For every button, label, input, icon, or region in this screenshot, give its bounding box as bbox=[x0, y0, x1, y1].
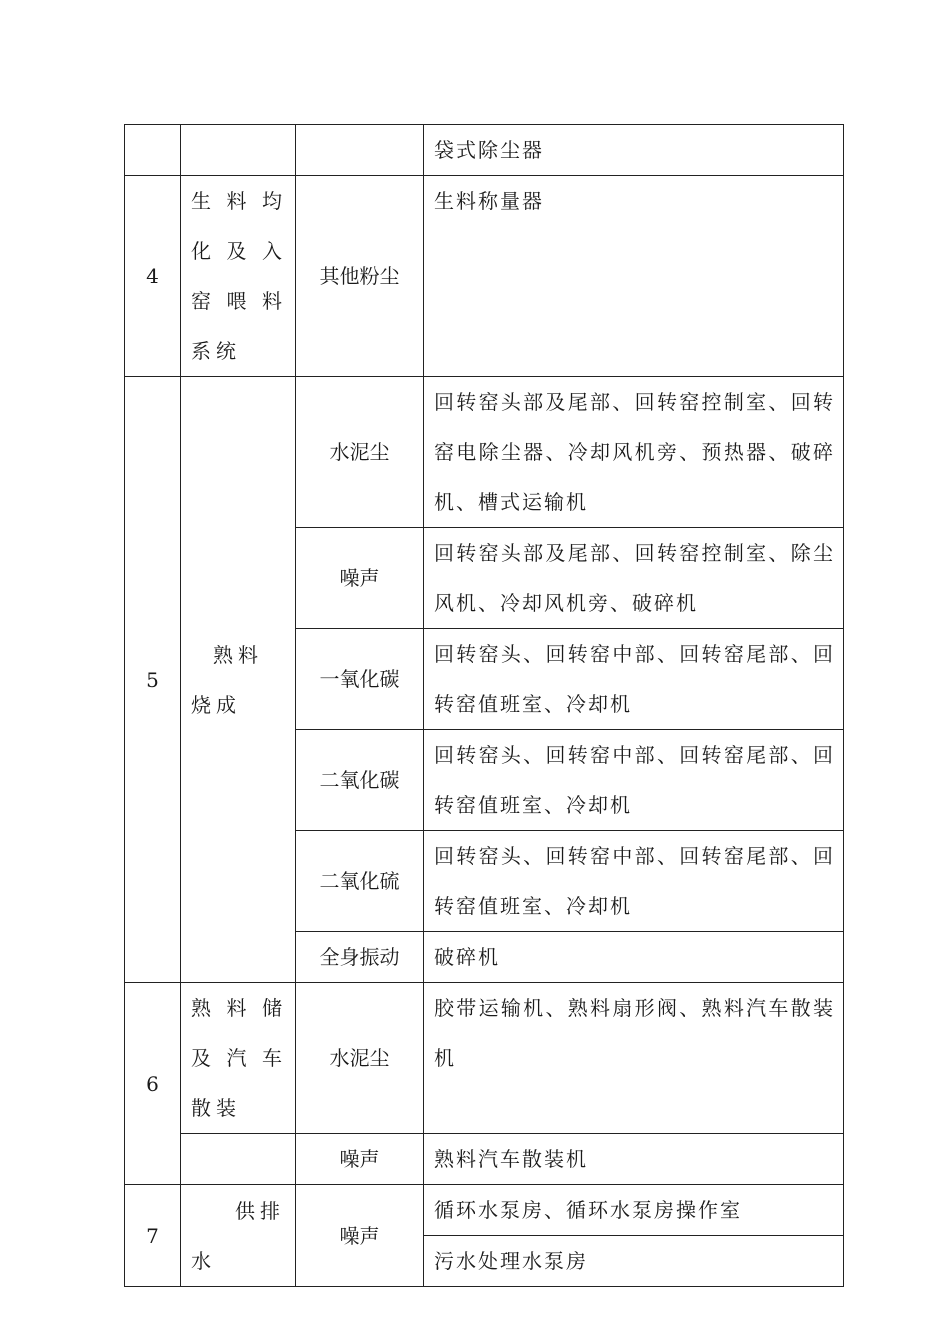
hazard-cell: 二氧化碳 bbox=[296, 730, 424, 831]
table-row bbox=[125, 125, 844, 176]
hazard-cell: 噪声 bbox=[296, 1134, 424, 1185]
hazard-cell: 水泥尘 bbox=[296, 983, 424, 1134]
location-cell: 污水处理水泵房 bbox=[424, 1236, 844, 1287]
hazard-cell: 一氧化碳 bbox=[296, 629, 424, 730]
location-cell: 循环水泵房、循环水泵房操作室 bbox=[424, 1185, 844, 1236]
process-text: 熟料烧成 bbox=[191, 642, 263, 717]
row-number-cell: 4 bbox=[125, 176, 181, 377]
process-cell: 熟料储及汽车散装 bbox=[181, 983, 296, 1134]
row-number-cell: 5 bbox=[125, 377, 181, 983]
row-number-cell: 6 bbox=[125, 983, 181, 1185]
process-cell-empty bbox=[181, 1134, 296, 1185]
location-cell: 回转窑头、回转窑中部、回转窑尾部、回转窑值班室、冷却机 bbox=[424, 730, 844, 831]
table-row bbox=[125, 1185, 844, 1236]
process-cell bbox=[181, 1185, 296, 1287]
hazard-table bbox=[124, 124, 844, 1287]
location-cell: 回转窑头、回转窑中部、回转窑尾部、回转窑值班室、冷却机 bbox=[424, 831, 844, 932]
location-cell: 回转窑头部及尾部、回转窑控制室、回转窑电除尘器、冷却风机旁、预热器、破碎机、槽式运输机 bbox=[424, 377, 844, 528]
table-row bbox=[125, 377, 844, 528]
process-text: 供排水 bbox=[191, 1198, 285, 1273]
process-cell bbox=[181, 125, 296, 176]
row-number-cell bbox=[125, 125, 181, 176]
hazard-cell: 噪声 bbox=[296, 528, 424, 629]
hazard-cell: 噪声 bbox=[296, 1185, 424, 1287]
hazard-cell: 其他粉尘 bbox=[296, 176, 424, 377]
hazard-cell bbox=[296, 125, 424, 176]
location-cell: 胶带运输机、熟料扇形阀、熟料汽车散装机 bbox=[424, 983, 844, 1134]
hazard-cell: 全身振动 bbox=[296, 932, 424, 983]
location-cell: 袋式除尘器 bbox=[424, 125, 844, 176]
hazard-cell: 二氧化硫 bbox=[296, 831, 424, 932]
table-row bbox=[125, 983, 844, 1134]
location-cell: 生料称量器 bbox=[424, 176, 844, 377]
hazard-cell: 水泥尘 bbox=[296, 377, 424, 528]
location-cell: 回转窑头、回转窑中部、回转窑尾部、回转窑值班室、冷却机 bbox=[424, 629, 844, 730]
process-cell bbox=[181, 377, 296, 983]
location-cell: 熟料汽车散装机 bbox=[424, 1134, 844, 1185]
table-row bbox=[125, 176, 844, 377]
table-row bbox=[125, 1134, 844, 1185]
row-number-cell: 7 bbox=[125, 1185, 181, 1287]
process-cell: 生料均化及入窑喂料系统 bbox=[181, 176, 296, 377]
location-cell: 破碎机 bbox=[424, 932, 844, 983]
location-cell: 回转窑头部及尾部、回转窑控制室、除尘风机、冷却风机旁、破碎机 bbox=[424, 528, 844, 629]
